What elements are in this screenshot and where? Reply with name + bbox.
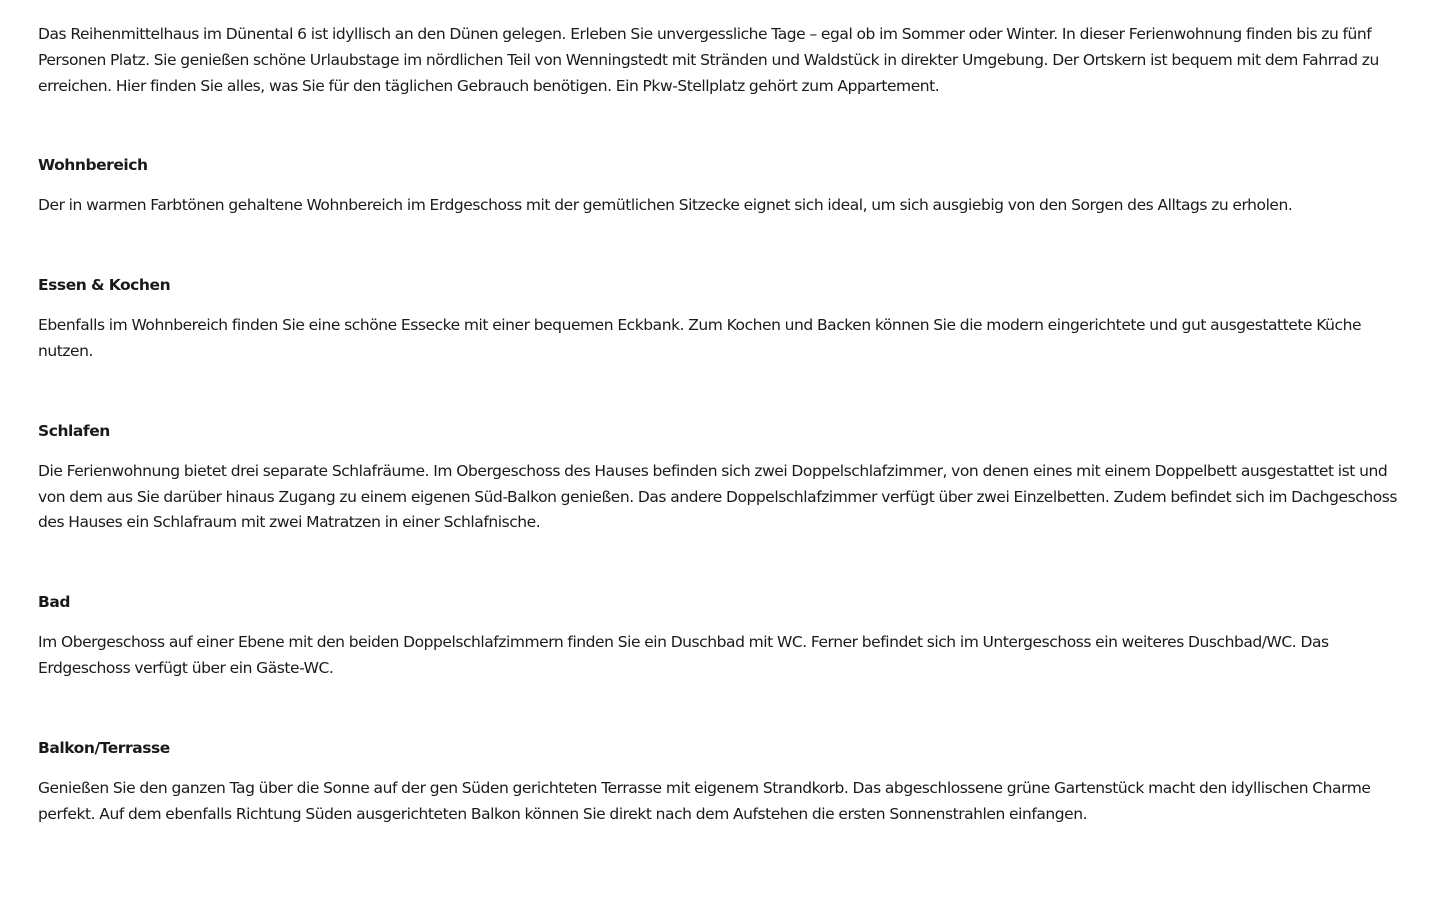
section-heading: Balkon/Terrasse: [38, 738, 170, 757]
section-text: Der in warmen Farbtönen gehaltene Wohnbereich im Erdgeschoss mit der gemütlichen Sitzecke eignet sich ideal, um sich ausgiebig von den Sorgen des Alltags zu erholen.: [38, 196, 1293, 215]
section-heading: Bad: [38, 593, 71, 612]
section-text: Genießen Sie den ganzen Tag über die Sonne auf der gen Süden gerichteten Terrasse mit eigenem Strandkorb. Das abgeschlossene grüne Gartenstück macht den idyllischen Charme perfekt. Auf dem ebenfalls Richtung Süden ausgerichteten Balkon können Sie direkt nach dem Aufstehen die ersten Sonnenstrahlen einfangen.: [38, 778, 1371, 823]
section-schlafen: [38, 419, 1404, 536]
section-text: Die Ferienwohnung bietet drei separate Schlafräume. Im Obergeschoss des Hauses befinden sich zwei Doppelschlafzimmer, von denen eines mit einem Doppelbett ausgestattet ist und von dem aus Sie darüber hinaus Zugang zu einem eigenen Süd-Balkon genießen. Das andere Doppelschlafzimmer verfügt über zwei Einzelbetten. Zudem befindet sich im Dachgeschoss des Hauses ein Schlafraum mit zwei Matratzen in einer Schlafnische.: [38, 461, 1397, 532]
section-text: Ebenfalls im Wohnbereich finden Sie eine schöne Essecke mit einer bequemen Eckbank. Zum Kochen und Backen können Sie die modern eingerichtete und gut ausgestattete Küche nutzen.: [38, 316, 1362, 360]
section-heading: Essen & Kochen: [38, 276, 171, 295]
section-text: Im Obergeschoss auf einer Ebene mit den beiden Doppelschlafzimmern finden Sie ein Duschbad mit WC. Ferner befindet sich im Untergeschoss ein weiteres Duschbad/WC. Das Erdgeschoss verfügt über ein Gäste-WC.: [38, 633, 1329, 677]
intro-paragraph: Das Reihenmittelhaus im Dünental 6 ist idyllisch an den Dünen gelegen. Erleben Sie unvergessliche Tage – egal ob im Sommer oder Winter. In dieser Ferienwohnung finden bis zu fünf Personen Platz. Sie genießen schöne Urlaubstage im nördlichen Teil von Wenningstedt mit Stränden und Waldstück in direkter Umgebung. Der Ortskern ist bequem mit dem Fahrrad zu erreichen. Hier finden Sie alles, was Sie für den täglichen Gebrauch benötigen. Ein Pkw-Stellplatz gehört zum Appartement.: [38, 25, 1379, 95]
section-bad: [38, 590, 1404, 682]
section-essen-kochen: [38, 273, 1404, 365]
section-heading: Schlafen: [38, 421, 110, 440]
section-balkon-terrasse: [38, 736, 1404, 828]
section-heading: Wohnbereich: [38, 156, 148, 175]
section-wohnbereich: [38, 153, 1404, 219]
document-body: [38, 22, 1404, 827]
